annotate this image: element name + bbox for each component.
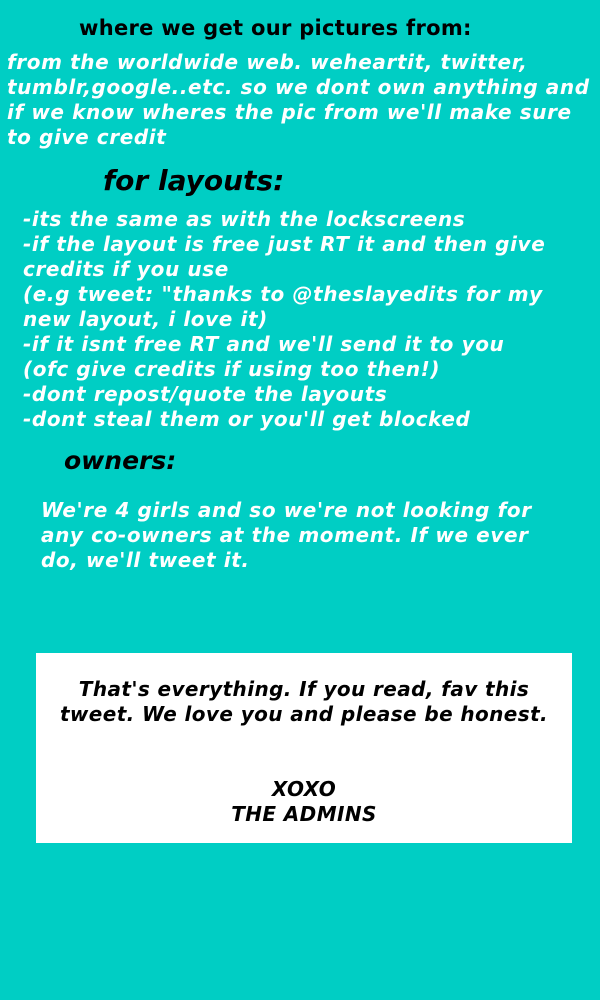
closing-message-box	[36, 653, 572, 843]
layouts-rule-item: (e.g tweet: "thanks to @theslayedits for my new layout, i love it)	[23, 282, 543, 331]
sources-heading: where we get our pictures from:	[79, 16, 472, 40]
layouts-rule-item: -dont steal them or you'll get blocked	[23, 407, 471, 431]
owners-heading: owners:	[64, 446, 177, 475]
layouts-rule-item: -if the layout is free just RT it and then give credits if you use	[23, 232, 546, 281]
closing-message-text: That's everything. If you read, fav this tweet. We love you and please be honest.	[59, 677, 549, 726]
closing-signature	[36, 777, 572, 827]
layouts-rule-item: (ofc give credits if using too then!)	[23, 357, 441, 381]
sources-paragraph: from the worldwide web. weheartit, twitter, tumblr,google..etc. so we dont own anything and if we know wheres the pic from we'll make sure to give credit	[7, 50, 590, 149]
layouts-rule-item: -if it isnt free RT and we'll send it to you	[23, 332, 505, 356]
layouts-heading: for layouts:	[103, 164, 285, 197]
owners-paragraph: We're 4 girls and so we're not looking for any co-owners at the moment. If we ever do, we'll tweet it.	[41, 498, 532, 572]
signature-xoxo: XOXO	[271, 777, 337, 801]
signature-admins: THE ADMINS	[231, 802, 377, 826]
layouts-rules-list	[23, 207, 583, 432]
layouts-rule-item: -dont repost/quote the layouts	[23, 382, 388, 406]
layouts-rule-item: -its the same as with the lockscreens	[23, 207, 466, 231]
